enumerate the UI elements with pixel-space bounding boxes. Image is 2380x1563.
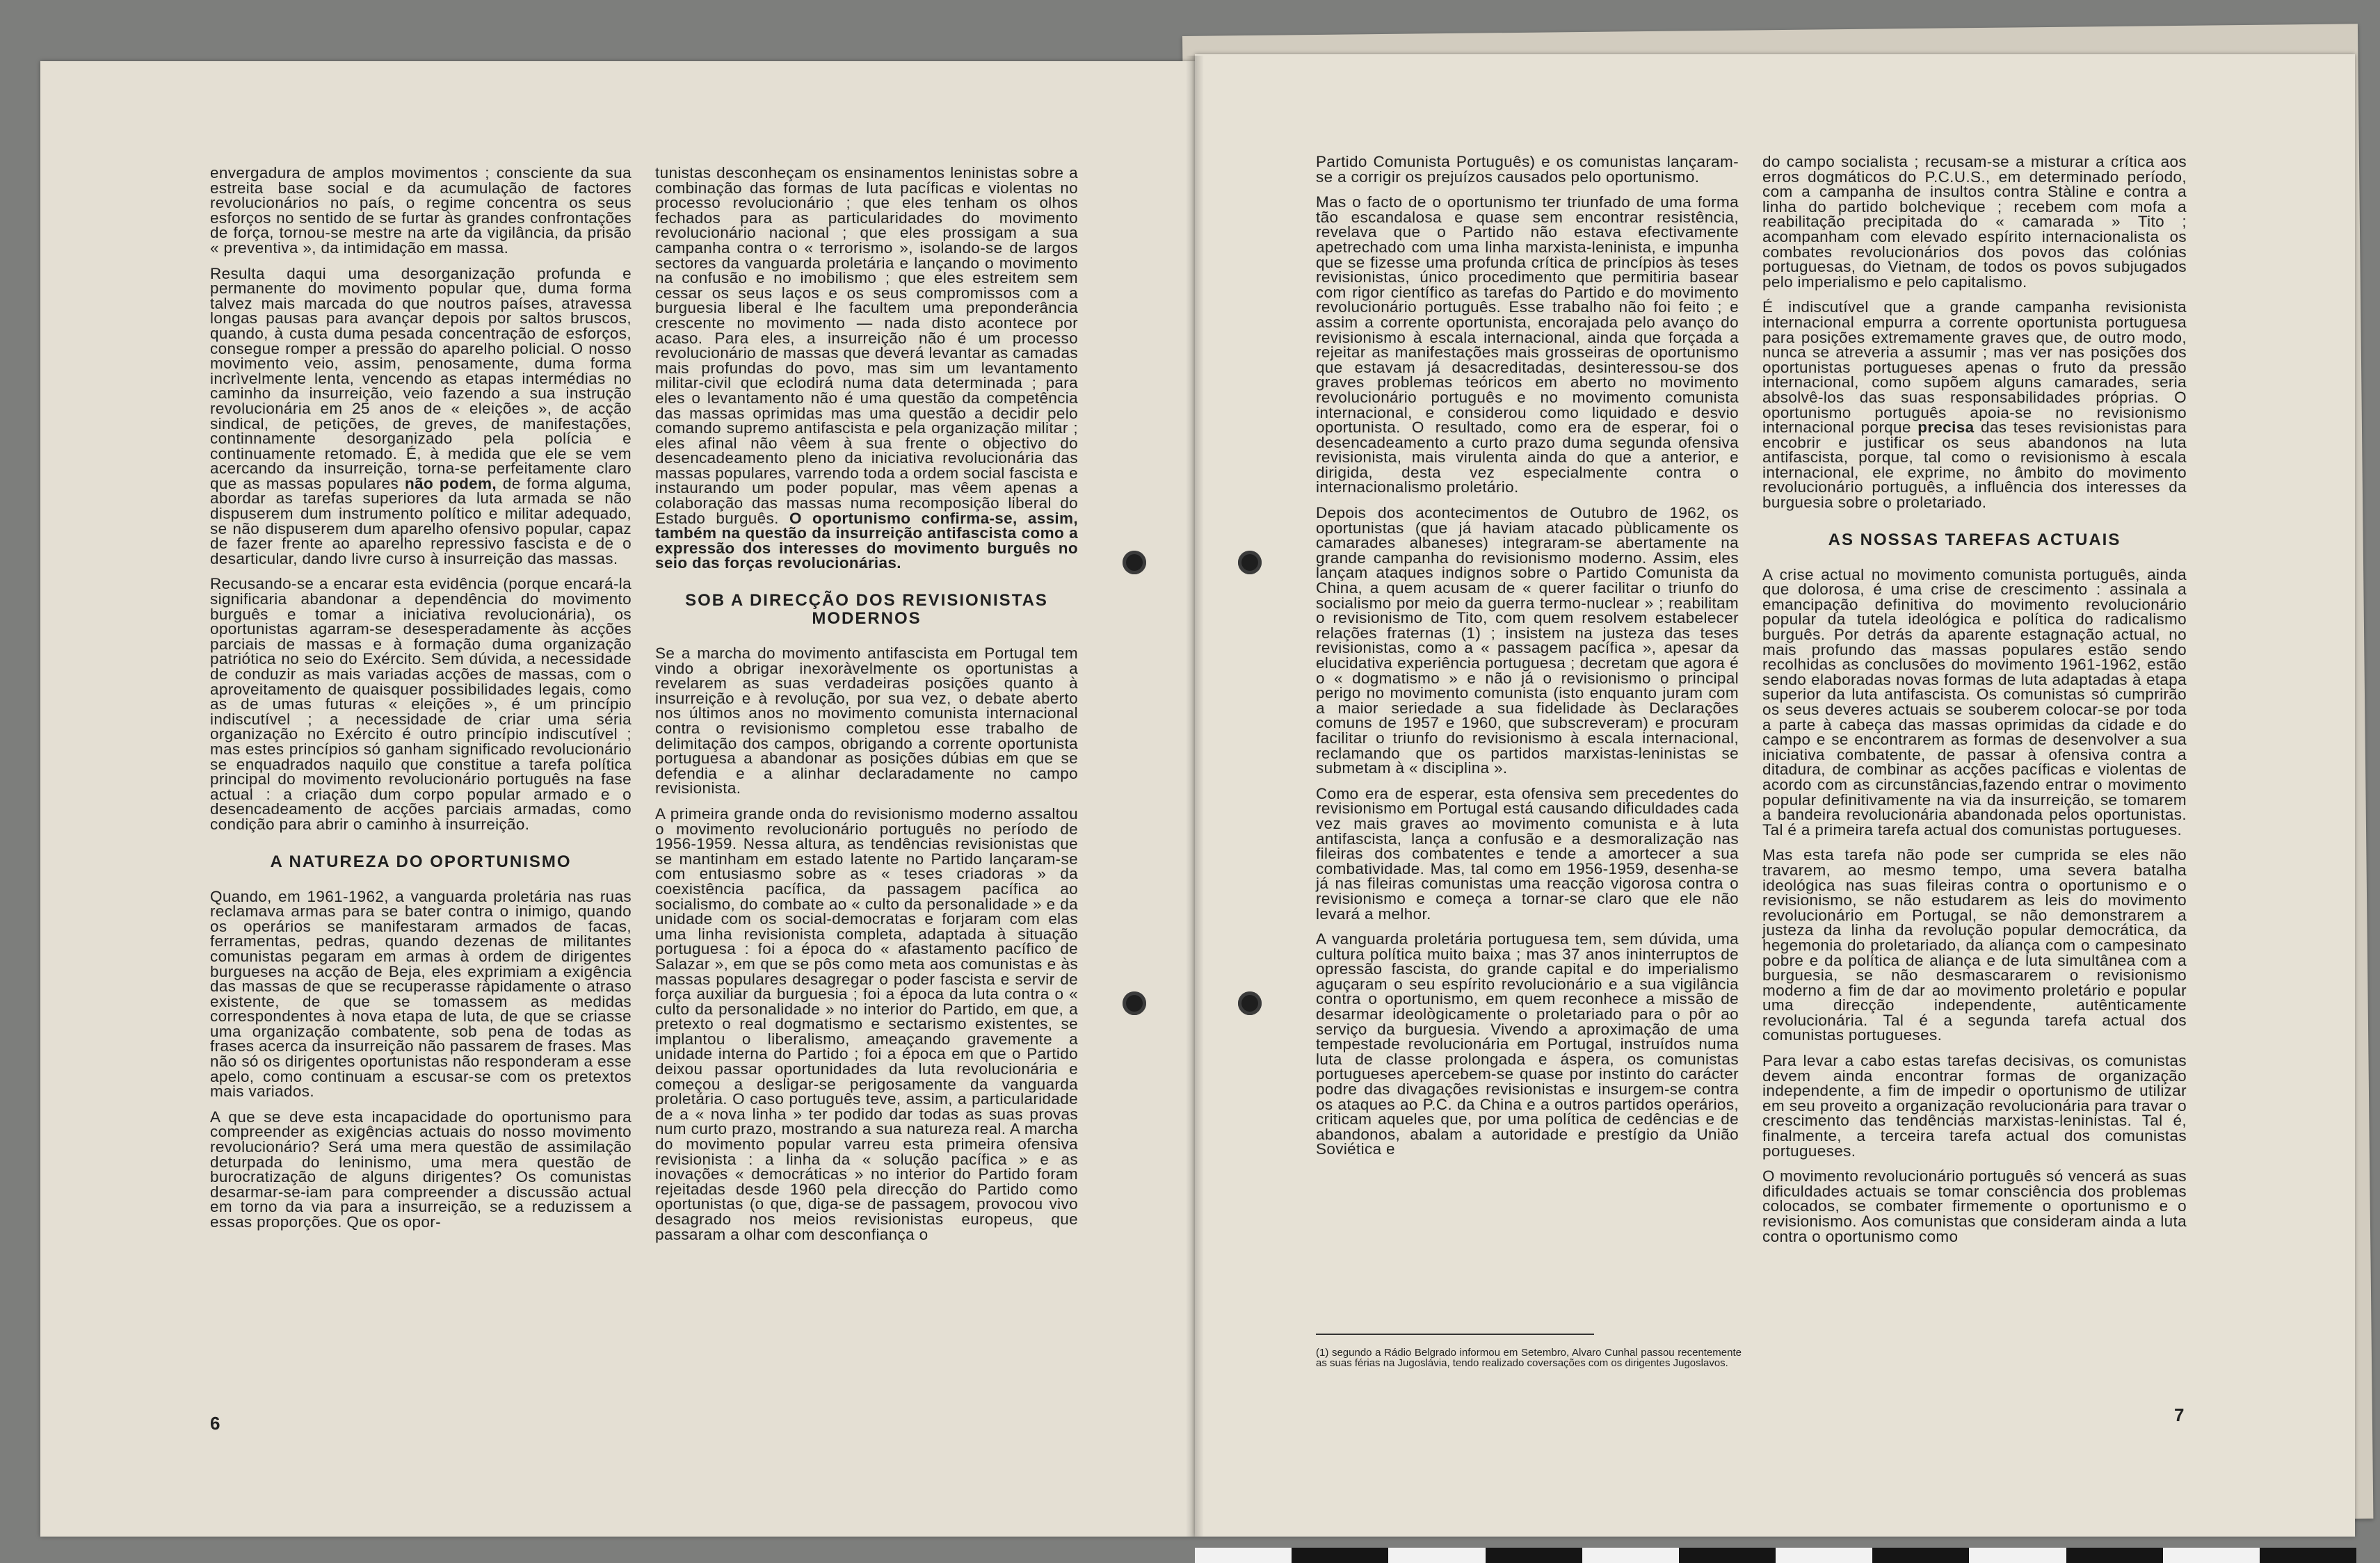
right-page-column-1 xyxy=(1316,154,1739,1167)
text-run: É indiscutível que a grande campanha revisionista internacional empurra a corrente oportunista portuguesa para posições extremamente graves que, de outro modo, nunca se atreveria a assumir ; mas ver nas posições dos oportunistas portugueses apenas o fruto da pressão internacional, como supõem alguns camarades, seria absolvê-los das suas responsabilidades próprias. O oportunismo português apoia-se no revisionismo internacional porque xyxy=(1762,298,2187,437)
text-run: de forma alguma, abordar as tarefas superiores da luta armada se não dispuserem dum instrumento político e militar adequado, se não dispuserem dum aparelho ofensivo popular, capaz de fazer frente ao aparelho repressivo fascista e de o desarticular, dando livre curso à insurreição das massas. xyxy=(210,474,632,567)
paragraph: A crise actual no movimento comunista português, ainda que dolorosa, é uma crise de crescimento : assinala a emancipação definitiva do movimento revolucionário popular da tutela ideológica e política do radicalismo burguês. Por detrás da aparente estagnação actual, no mais profundo das massas populares estão sendo recolhidas as conclusões do movimento 1961-1962, estão sendo elaboradas novas formas de luta adaptadas à etapa superior da luta antifascista. Os comunistas só cumprirão os seus deveres actuais se souberem colocar-se por toda a parte à cabeça das massas oprimidas da cidade e do campo e se encontrarem as formas de desenvolver a sua iniciativa combatente, de passar à ofensiva contra a ditadura, de combinar as acções pacíficas e violentas de acordo com as circunstâncias,fazendo entrar o movimento popular definitivamente na via da insurreição, se tomarem a bandeira revolucionária abandonada pelos oportunistas. Tal é a primeira tarefa actual dos comunistas portugueses. xyxy=(1762,565,2187,839)
bold-text: O oportunismo confirma-se, assim, também na questão da insurreição antifascista como a expressão dos interesses do movimento burguês no seio das forças revolucionárias. xyxy=(655,509,1078,572)
paragraph: Mas esta tarefa não pode ser cumprida se eles não travarem, ao mesmo tempo, uma severa batalha ideológica nas suas fileiras contra o oportunismo e o revisionismo, se não estudarem as leis do movimento revolucionário em Portugal, se não demonstrarem a justeza da linha da revolução popular democrática, da hegemonia do proletariado, da aliança com o campesinato pobre e da política de aliança e de luta simultânea com a burguesia, se não desmascararem o revisionismo moderno a fim de dar ao movimento proletário e popular uma direcção independente, autênticamente revolucionária. Tal é a segunda tarefa actual dos comunistas portugueses. xyxy=(1762,846,2187,1044)
paragraph xyxy=(655,165,1078,571)
paragraph: A que se deve esta incapacidade do oportunismo para compreender as exigências actuais do nosso movimento revolucionário? Será uma mera questão de assimilação deturpada do leninismo, uma mera questão de burocratização de alguns dirigentes? Os comunistas desarmar-se-iam para compreender a discussão actual em torno da via para a insurreição, se a reduzissem a essas proporções. Que os opor- xyxy=(210,1108,632,1231)
section-heading: SOB A DIRECÇÃO DOS REVISIONISTAS MODERNOS xyxy=(685,591,1048,629)
footnote: (1) segundo a Rádio Belgrado informou em Setembro, Alvaro Cunhal passou recentemente as suas férias na Jugoslávia, tendo realizado coversações com os dirigentes Jugoslavos. xyxy=(1316,1347,1742,1369)
section-heading: AS NOSSAS TAREFAS ACTUAIS xyxy=(1828,530,2121,549)
paragraph: Mas o facto de o oportunismo ter triunfado de uma forma tão escandalosa e quase sem encontrar resistência, revelava que o Partido não estava efectivamente apetrechado com uma linha marxista-leninista, e impunha que se fizesse uma profunda crítica de princípios às teses revisionistas, único procedimento que permitiria basear com rigor científico as tarefas do Partido e do movimento revolucionário português. Esse trabalho não foi feito ; e assim a corrente oportunista, encorajada pelo avanço do revisionismo à escala internacional, ainda que forçada a rejeitar as manifestações mais grosseiras de oportunismo que estavam já desacreditadas, desinteressou-se dos graves problemas teóricos em aberto no movimento revolucionário português e no movimento comunista internacional, e considerou como liquidado e desvio oportunista. O resultado, como era de esperar, foi o desencadeamento a curto prazo duma segunda ofensiva revisionista, mais virulenta ainda do que a anterior, e dirigida, desta vez especialmente contra o internacionalismo proletário. xyxy=(1316,193,1739,496)
paragraph: Depois dos acontecimentos de Outubro de 1962, os oportunistas (que já haviam atacado pùblicamente os camarades albaneses) integraram-se abertamente na grande campanha do revisionismo moderno. Assim, eles lançam ataques indignos sobre o Partido Comunista da China, a quem acusam de « querer facilitar o triunfo do socialismo por meio da guerra termo-nuclear » ; reabilitam o revisionismo de Tito, com quem resolvem estabelecer relações fraternas (1) ; insistem na justeza das teses revisionistas, como a « passagem pacífica », apesar da elucidativa experiência portuguesa ; decretam que agora é o « dogmatismo » e não já o revisionismo o principal perigo no movimento comunista (isto enquanto juram com a maior seriedade a sua fidelidade às Declarações comuns de 1957 e 1960, que subscreveram) e procuram facilitar o triunfo do revisionismo à escala internacional, reclamando que os partidos marxistas-leninistas se submetam à « disciplina ». xyxy=(1316,504,1739,777)
spine-gutter xyxy=(1186,56,1204,1537)
left-page-column-2 xyxy=(655,165,1078,1252)
page-number-left: 6 xyxy=(210,1413,220,1434)
right-page-column-2 xyxy=(1762,154,2187,1254)
paragraph: Recusando-se a encarar esta evidência (porque encará-la significaria abandonar a dependência do movimento burguês e tomar a iniciativa revolucionária), os oportunistas agarram-se desesperadamente às acções parciais de massas e à formação duma organização patriótica no seio do Exército. Sem dúvida, a necessidade de conduzir as mais variadas acções de massas, com o aproveitamento de quaisquer possibilidades legais, como as de umas futuras « eleições », é um princípio indiscutível ; a necessidade de criar uma séria organização no Exército é outro princípio indiscutível ; mas estes princípios só ganham significado revolucionário se enquadrados naquilo que constitue a tarefa política principal do movimento revolucionário português na fase actual : a criação dum corpo popular armado e o desencadeamento de acções parciais armadas, como condição para abrir o caminho à insurreição. xyxy=(210,575,632,833)
punch-hole xyxy=(1238,991,1262,1015)
punch-hole xyxy=(1238,551,1262,574)
punch-hole xyxy=(1123,991,1146,1015)
punch-hole xyxy=(1123,551,1146,574)
paragraph: Para levar a cabo estas tarefas decisivas, os comunistas devem ainda encontrar formas de organização independente, a fim de impedir o oportunismo de utilizar em seu proveito a organização revolucionária para travar o crescimento das tendências marxistas-leninistas. Tal é, finalmente, a terceira tarefa actual dos comunistas portugueses. xyxy=(1762,1052,2187,1160)
scale-ruler xyxy=(1195,1548,2356,1563)
paragraph xyxy=(210,266,632,567)
paragraph: O movimento revolucionário português só vencerá as suas dificuldades actuais se tomar consciência dos problemas colocados, se combater firmemente o oportunismo e o revisionismo. Aos comunistas que consideram ainda a luta contra o oportunismo como xyxy=(1762,1167,2187,1245)
paragraph: Como era de esperar, esta ofensiva sem precedentes do revisionismo em Portugal está causando dificuldades cada vez mais graves ao movimento comunista e à luta antifascista, lança a confusão e a desmoralização nas fileiras dos combatentes e tende a amortecer a sua combatividade. Mas, tal como em 1956-1959, desenha-se já nas fileiras comunistas uma reacção vigorosa contra o revisionismo e começa a tornar-se claro que ele não levará a melhor. xyxy=(1316,784,1739,923)
bold-text: precisa xyxy=(1917,419,1975,437)
paragraph: Quando, em 1961-1962, a vanguarda proletária nas ruas reclamava armas para se bater contra o inimigo, quando os operários se manifestaram armados de facas, ferramentas, pedras, quando dezenas de militantes comunistas pegaram em armas à ordem de dirigentes burgueses na acção de Beja, eles exprimiam a exigência das massas de que se recuperasse ràpidamente o atraso existente, de que se tomassem as medidas correspondentes à nova etapa de luta, de que se criasse uma organização combatente, sob pena de todas as frases acerca da insurreição não passarem de frases. Mas não só os dirigentes oportunistas não responderam a esse apelo, como continuam a escusar-se com os pretextos mais variados. xyxy=(210,887,632,1101)
text-run: Resulta daqui uma desorganização profunda e permanente do movimento popular que, duma forma talvez mais marcada do que noutros países, atravessa longas pausas para avançar depois por saltos bruscos, quando, à custa duma pesada concentração de esforços, consegue romper a pressão do aparelho policial. O nosso movimento veio, assim, penosamente, duma forma incrìvelmente lenta, vencendo as etapas intermédias no caminho da insurreição, veio fazendo a sua instrução revolucionária em 25 anos de « eleições », de acção sindical, de petições, de greves, de manifestações, continnamente desorganizado pela polícia e continuamente retomado. É, à medida que ele se vem acercando da insurreição, torna-se perfeitamente claro que as massas populares xyxy=(210,264,632,492)
text-run: tunistas desconheçam os ensinamentos leninistas sobre a combinação das formas de luta pacíficas e violentas no processo revolucionário ; que eles tenham os olhos fechados para as particularidades do movimento revolucionário nacional ; que eles prossigam a sua campanha contra o « terrorismo », isolando-se de largos sectores da vanguarda proletária e lançando o movimento na confusão e no imobilismo ; que eles estreitem sem cessar os seus laços e os seus compromissos com a burguesia liberal e lhe facultem uma preponderância crescente no movimento — nada disto acontece por acaso. Para eles, a insurreição não é um processo revolucionário de massas que deverá levantar as camadas mais profundas do povo, mas sim um levantamento militar-civil que eclodirá numa data determinada ; para eles o levantamento não é uma questão da competência das massas oprimidas mas uma questão a decidir pelo comando supremo antifascista e pela organização militar ; eles afinal não vêem à sua frente o objectivo do desencadeamento pleno da iniciativa revolucionária das massas populares, varrendo toda a ordem social fascista e instaurando um poder popular, mas vêem apenas a colaboração das massas numa recomposição liberal do Estado burguês. xyxy=(655,164,1078,527)
paragraph: A primeira grande onda do revisionismo moderno assaltou o movimento revolucionário português no período de 1956-1959. Nessa altura, as tendências revisionistas que se mantinham em estado latente no Partido lançaram-se com entusiasmo sobre as « teses criadoras » da coexistência pacífica, da passagem pacífica ao socialismo, do combate ao « culto da personalidade » e da unidade com os social-democratas e forjaram com elas uma linha revisionista completa, adaptada à situação portuguesa : foi a época do « afastamento pacífico de Salazar », em que se pôs como meta aos comunistas e às massas populares desagregar o poder fascista e servir de força auxiliar da burguesia ; foi a época da luta contra o « culto da personalidade » no interior do Partido, em que, a pretexto o real dogmatismo e sectarismo existentes, se implantou o liberalismo, ameaçando gravemente a unidade interna do Partido ; foi a época em que o Partido deixou passar oportunidades da luta revolucionária e começou a desligar-se perigosamente da vanguarda proletária. O caso português teve, assim, a particularidade de a « nova linha » ter podido dar todas as suas provas num curto prazo, mostrando a sua natureza real. A marcha do movimento popular varreu esta primeira ofensiva revisionista : a linha da « solução pacífica » e as inovações « democráticas » no interior do Partido foram rejeitadas desde 1960 pela direcção do Partido como oportunistas (o que, diga-se de passagem, provocou vivo desagrado nos meios revisionistas europeus, que passaram a olhar com desconfiança o xyxy=(655,804,1078,1243)
section-heading: A NATUREZA DO OPORTUNISMO xyxy=(270,852,572,871)
paragraph: A vanguarda proletária portuguesa tem, sem dúvida, uma cultura política muito baixa ; mas 37 anos ininterruptos de opressão fascista, do grande capital e do imperialismo aguçaram o seu espírito revolucionário e a sua vigilância contra o oportunismo, em quem reconhece a missão de desarmar ideològicamente o proletariado para o pôr ao serviço da burguesia. Vivendo a aproximação de uma tempestade revolucionária em Portugal, instruídos numa luta de classe prolongada e áspera, os comunistas portugueses apercebem-se quase por instinto do carácter podre das divagações revisionistas e insurgem-se contra os ataques ao P.C. da China e a outros partidos operários, criticam aqueles que, por uma política de cedências e de abandonos, abalam a autoridade e prestígio da União Soviética e xyxy=(1316,930,1739,1158)
paragraph: envergadura de amplos movimentos ; consciente da sua estreita base social e da acumulação de factores revolucionários no país, o regime concentra os seus esforços no sentido de se furtar às grandes confrontações de força, tornou-se mestre na arte da vigilância, da prisão « preventiva », da intimidação em massa. xyxy=(210,164,632,257)
paragraph: Se a marcha do movimento antifascista em Portugal tem vindo a obrigar inexoràvelmente os oportunistas a revelarem as suas verdadeiras posições quanto à insurreição e à revolução, por sua vez, o debate aberto nos últimos anos no movimento comunista internacional contra o revisionismo completou esse trabalho de delimitação dos campos, obrigando a corrente oportunista portuguesa a abandonar as posições dúbias em que se defendia e a alinhar declaradamente no campo revisionista. xyxy=(655,645,1078,797)
footnote-divider xyxy=(1316,1334,1594,1335)
left-page-column-1 xyxy=(210,165,632,1240)
paragraph: Partido Comunista Português) e os comunistas lançaram-se a corrigir os prejuízos causados pelo oportunismo. xyxy=(1316,153,1739,186)
bold-text: não podem, xyxy=(405,474,497,492)
paragraph: do campo socialista ; recusam-se a misturar a crítica aos erros dogmáticos do P.C.U.S., em determinado período, com a campanha de insultos contra Stàline e contra a linha do partido bolchevique ; recebem com mofa a reabilitação precipitada do « camarada » Tito ; acompanham com elevado espírito internacionalista os combates revolucionários dos povos das colónias portuguesas, do Vietnam, de todos os povos subjugados pelo imperialismo e pelo capitalismo. xyxy=(1762,153,2187,291)
text-run: das teses revisionistas para encobrir e justificar os seus abandonos na luta antifascista, porque, tal como o revisionismo à escala internacional, ele exprime, no âmbito do movimento revolucionário português, a influência dos interesses da burguesia sobre o proletariado. xyxy=(1762,419,2187,512)
page-number-right: 7 xyxy=(2174,1404,2185,1425)
paragraph xyxy=(1762,300,2187,510)
